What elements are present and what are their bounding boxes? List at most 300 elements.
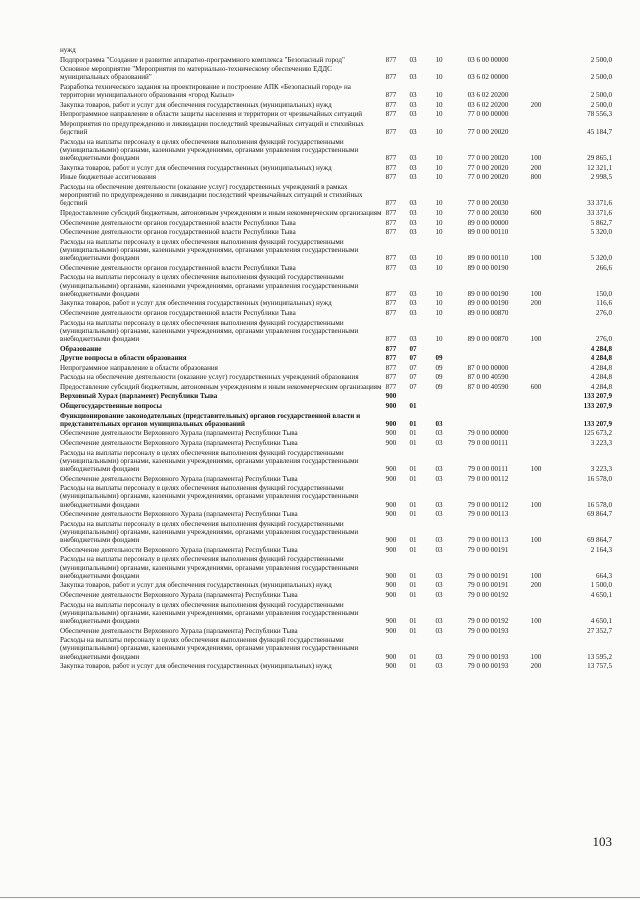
row-name: Расходы на выплаты персоналу в целях обеспечения выполнения функций государственными (муниципальными) органами, казенными учреждениями, органами управления государственными внебюджетными фондами [60, 137, 359, 163]
row-name: Расходы на выплаты персоналу в целях обеспечения выполнения функций государственными (муниципальными) органами, казенными учреждениями, органами управления государственными внебюджетными фондами [60, 318, 359, 343]
row-amount: 4 650,1 [590, 591, 612, 600]
table-row [60, 54, 612, 64]
row-department-code: 877 [385, 208, 397, 217]
row-name: Расходы на выплаты персоналу в целях обеспечения выполнения функций государственными (муниципальными) органами, казенными учреждениями, органами управления государственными внебюджетными фондами [60, 636, 359, 661]
row-name: Обеспечение деятельности Верховного Хурала (парламента) Республики Тыва [60, 510, 298, 519]
row-expense-type [524, 372, 548, 382]
row-name: Закупка товаров, работ и услуг для обеспечения государственных (муниципальных) нужд [60, 163, 332, 172]
row-department-code: 877 [385, 199, 397, 208]
row-subsection-code: 10 [435, 100, 443, 109]
row-subsection-code: 03 [435, 626, 443, 635]
table-row [60, 182, 612, 208]
row-department-code: 900 [385, 510, 397, 519]
table-row [60, 136, 612, 162]
row-section-code [400, 46, 426, 54]
budget-table-body [60, 46, 612, 670]
row-section-code: 03 [409, 208, 417, 217]
table-row [60, 353, 612, 363]
row-amount: 116,6 [596, 299, 612, 308]
row-target-article: 79 0 00 00193 [467, 652, 509, 661]
row-expense-type: 600 [530, 382, 542, 391]
row-subsection-code: 03 [435, 419, 443, 428]
table-row [60, 554, 612, 580]
row-section-code: 01 [409, 536, 417, 545]
row-section-code: 01 [409, 439, 417, 448]
table-row [60, 447, 612, 473]
row-subsection-code: 03 [435, 662, 443, 671]
row-department-code: 900 [385, 402, 397, 411]
row-section-code: 01 [409, 429, 417, 438]
row-amount: 16 578,0 [587, 474, 612, 483]
table-row [60, 544, 612, 554]
row-section-code: 01 [409, 510, 417, 519]
row-department-code: 900 [385, 545, 397, 554]
row-target-article: 77 0 00 20020 [467, 173, 509, 182]
row-amount: 664,3 [596, 571, 612, 580]
row-subsection-code [426, 391, 452, 401]
row-target-article: 89 0 00 00190 [467, 299, 509, 308]
table-row [60, 661, 612, 671]
row-expense-type: 100 [530, 500, 542, 509]
table-row [60, 208, 612, 218]
row-subsection-code: 10 [435, 128, 443, 137]
row-name: Обеспечение деятельности органов государственной власти Республики Тыва [60, 228, 296, 237]
row-expense-type [524, 410, 548, 428]
footer-rule [0, 897, 640, 898]
row-name: Подпрограмма "Создание и развитие аппаратно-программного комплекса "Безопасный город" [60, 55, 345, 64]
row-target-article: 79 0 00 00000 [467, 429, 509, 438]
row-expense-type [524, 82, 548, 100]
table-row [60, 99, 612, 109]
row-expense-type: 100 [530, 652, 542, 661]
row-subsection-code: 09 [435, 354, 443, 363]
row-target-article: 87 0 00 00000 [467, 363, 509, 372]
row-name: Непрограммное направление в области защиты населения и территории от чрезвычайных ситуаций [60, 110, 363, 119]
row-department-code: 877 [385, 100, 397, 109]
row-target-article: 77 0 00 20020 [467, 163, 509, 172]
row-subsection-code: 03 [435, 545, 443, 554]
row-name: Верховный Хурал (парламент) Республики Тыва [60, 392, 218, 401]
row-expense-type [524, 625, 548, 635]
row-target-article: 79 0 00 00193 [467, 662, 509, 671]
row-expense-type: 200 [530, 581, 542, 590]
table-row [60, 172, 612, 182]
table-row [60, 372, 612, 382]
row-expense-type: 200 [530, 163, 542, 172]
row-expense-type: 600 [530, 208, 542, 217]
row-target-article: 79 0 00 00111 [467, 439, 509, 448]
row-subsection-code: 10 [435, 91, 443, 100]
row-expense-type: 800 [530, 173, 542, 182]
row-section-code: 01 [409, 419, 417, 428]
row-section-code: 03 [409, 110, 417, 119]
row-target-article [452, 391, 524, 401]
row-target-article: 03 6 00 00000 [467, 55, 509, 64]
row-section-code: 03 [409, 199, 417, 208]
row-section-code: 07 [409, 363, 417, 372]
table-row [60, 343, 612, 353]
row-target-article: 87 0 00 40590 [467, 382, 509, 391]
row-expense-type: 100 [530, 289, 542, 298]
table-row [60, 109, 612, 119]
row-amount: 4 284,8 [590, 363, 612, 372]
row-target-article: 77 0 00 20020 [467, 128, 509, 137]
row-subsection-code: 03 [435, 429, 443, 438]
row-department-code: 877 [385, 128, 397, 137]
row-department-code: 900 [385, 439, 397, 448]
row-target-article: 87 0 00 40590 [467, 373, 509, 382]
row-amount: 33 371,6 [587, 199, 612, 208]
row-name: Расходы на выплаты персоналу в целях обеспечения выполнения функций государственными (муниципальными) органами, казенными учреждениями, органами управления государственными внебюджетными фондами [60, 273, 359, 298]
table-row [60, 473, 612, 483]
row-section-code: 03 [409, 228, 417, 237]
row-amount: 2 500,0 [590, 55, 612, 64]
row-subsection-code: 10 [435, 163, 443, 172]
budget-document [60, 46, 612, 670]
row-name: Обеспечение деятельности Верховного Хурала (парламента) Республики Тыва [60, 545, 298, 554]
row-section-code: 01 [409, 617, 417, 626]
row-department-code: 900 [385, 617, 397, 626]
row-amount: 2 500,0 [590, 100, 612, 109]
row-department-code: 877 [385, 91, 397, 100]
row-amount: 125 673,2 [583, 429, 612, 438]
row-name: Образование [60, 344, 102, 353]
row-subsection-code: 10 [435, 263, 443, 272]
row-expense-type [524, 590, 548, 600]
row-name: Расходы на выплаты персоналу в целях обеспечения выполнения функций государственными (муниципальными) органами, казенными учреждениями, органами управления государственными внебюджетными фондами [60, 555, 359, 580]
row-target-article: 89 0 00 00190 [467, 263, 509, 272]
row-amount: 27 352,7 [587, 626, 612, 635]
table-row [60, 162, 612, 172]
row-section-code: 03 [409, 163, 417, 172]
row-subsection-code: 10 [435, 299, 443, 308]
row-name: Закупка товаров, работ и услуг для обеспечения государственных (муниципальных) нужд [60, 662, 332, 671]
row-target-article: 77 0 00 20020 [467, 154, 509, 163]
row-section-code: 03 [409, 173, 417, 182]
row-expense-type [524, 217, 548, 227]
row-subsection-code: 09 [435, 363, 443, 372]
row-expense-type [524, 64, 548, 82]
row-target-article: 03 6 02 20200 [467, 91, 509, 100]
row-section-code: 01 [409, 474, 417, 483]
row-target-article [452, 343, 524, 353]
row-section-code: 01 [409, 500, 417, 509]
row-section-code: 07 [409, 373, 417, 382]
row-department-code: 900 [385, 662, 397, 671]
row-department-code: 900 [385, 465, 397, 474]
row-subsection-code: 03 [435, 536, 443, 545]
row-amount: 2 500,0 [590, 91, 612, 100]
row-expense-type [524, 54, 548, 64]
row-target-article: 79 0 00 00191 [467, 545, 509, 554]
row-amount: 4 284,8 [590, 344, 612, 353]
row-amount: 276,0 [596, 308, 612, 317]
row-subsection-code [426, 343, 452, 353]
row-expense-type [524, 308, 548, 318]
row-section-code [400, 391, 426, 401]
row-name: Расходы на выплаты персоналу в целях обеспечения выполнения функций государственными (муниципальными) органами, казенными учреждениями, органами управления государственными внебюджетными фондами [60, 484, 359, 509]
row-department-code: 877 [385, 334, 397, 343]
row-department-code: 877 [385, 363, 397, 372]
row-subsection-code: 10 [435, 254, 443, 263]
row-target-article: 89 0 00 00870 [467, 334, 509, 343]
row-subsection-code: 10 [435, 173, 443, 182]
table-row [60, 217, 612, 227]
row-target-article: 79 0 00 00111 [467, 465, 509, 474]
table-row [60, 391, 612, 401]
row-section-code: 03 [409, 55, 417, 64]
table-row [60, 428, 612, 438]
row-amount: 1 500,0 [590, 581, 612, 590]
row-department-code: 900 [385, 571, 397, 580]
page-number: 103 [592, 834, 612, 849]
row-subsection-code: 10 [435, 110, 443, 119]
table-row [60, 518, 612, 544]
row-amount: 133 207,9 [583, 402, 612, 411]
row-target-article: 89 0 00 00000 [467, 218, 509, 227]
row-department-code: 877 [385, 254, 397, 263]
row-department-code: 877 [385, 289, 397, 298]
row-amount: 4 284,8 [590, 373, 612, 382]
row-expense-type [524, 362, 548, 372]
row-amount: 4 650,1 [590, 617, 612, 626]
row-department-code: 877 [385, 110, 397, 119]
row-section-code: 07 [409, 354, 417, 363]
row-expense-type [524, 343, 548, 353]
row-amount: 78 556,3 [587, 110, 612, 119]
row-subsection-code: 10 [435, 289, 443, 298]
row-amount: 4 284,8 [590, 382, 612, 391]
row-section-code: 01 [409, 626, 417, 635]
row-department-code: 877 [385, 55, 397, 64]
table-row [60, 46, 612, 54]
row-amount: 13 595,2 [587, 652, 612, 661]
row-expense-type [524, 182, 548, 208]
row-amount: 133 207,9 [583, 392, 612, 401]
row-section-code: 03 [409, 299, 417, 308]
table-row [60, 509, 612, 519]
row-department-code: 877 [385, 382, 397, 391]
row-department-code: 900 [385, 392, 397, 401]
row-subsection-code: 03 [435, 474, 443, 483]
row-department-code: 900 [385, 581, 397, 590]
table-row [60, 599, 612, 625]
row-target-article: 03 6 02 20200 [467, 100, 509, 109]
row-target-article [452, 401, 524, 411]
row-department-code: 900 [385, 429, 397, 438]
row-name: Расходы на обеспечение деятельности (оказание услуг) государственных учреждений в рамках мероприятий по предупреждению и ликвидации последствий чрезвычайных ситуаций и стихийных бедствий [60, 182, 363, 208]
row-expense-type [524, 391, 548, 401]
table-row [60, 236, 612, 262]
row-department-code: 877 [385, 228, 397, 237]
row-name: Предоставление субсидий бюджетным, автономным учреждениям и иным некоммерческим организациям [60, 208, 382, 217]
table-row [60, 308, 612, 318]
row-amount: 45 184,7 [587, 128, 612, 137]
row-target-article: 89 0 00 00870 [467, 308, 509, 317]
row-subsection-code: 10 [435, 308, 443, 317]
row-department-code: 900 [385, 500, 397, 509]
row-department-code: 877 [385, 218, 397, 227]
row-department-code [382, 46, 400, 54]
row-section-code: 07 [409, 382, 417, 391]
row-subsection-code: 03 [435, 571, 443, 580]
row-subsection-code [426, 46, 452, 54]
row-target-article: 77 0 00 20030 [467, 199, 509, 208]
row-name: Разработка технического задания на проектирование и построение АПК «Безопасный город» на территории муниципального образования «город Кызыл» [60, 82, 351, 100]
row-department-code: 900 [385, 626, 397, 635]
row-expense-type: 100 [530, 254, 542, 263]
row-target-article: 03 6 02 00000 [467, 73, 509, 82]
row-expense-type: 100 [530, 617, 542, 626]
row-name: Общегосударственные вопросы [60, 402, 162, 411]
row-name: Обеспечение деятельности Верховного Хурала (парламента) Республики Тыва [60, 591, 298, 600]
row-department-code: 877 [385, 73, 397, 82]
row-department-code: 900 [385, 419, 397, 428]
row-section-code: 01 [409, 652, 417, 661]
row-name: Основное мероприятие "Мероприятия по материально-техническому обеспечению ЕДДС муниципальных образований" [60, 65, 332, 82]
table-row [60, 438, 612, 448]
row-name: Обеспечение деятельности органов государственной власти Республики Тыва [60, 308, 296, 317]
row-amount: 3 223,3 [590, 465, 612, 474]
row-expense-type [524, 262, 548, 272]
row-name: Обеспечение деятельности органов государственной власти Республики Тыва [60, 263, 296, 272]
row-expense-type [524, 401, 548, 411]
row-department-code: 900 [385, 474, 397, 483]
row-expense-type: 100 [530, 154, 542, 163]
row-expense-type [524, 473, 548, 483]
row-section-code: 01 [409, 465, 417, 474]
table-row [60, 580, 612, 590]
table-row [60, 317, 612, 343]
row-amount: 33 371,6 [587, 208, 612, 217]
row-name: Обеспечение деятельности Верховного Хурала (парламента) Республики Тыва [60, 429, 298, 438]
row-section-code: 03 [409, 334, 417, 343]
table-row [60, 119, 612, 137]
row-department-code: 877 [385, 163, 397, 172]
row-department-code: 877 [385, 344, 397, 353]
row-expense-type [524, 46, 548, 54]
row-department-code: 877 [385, 373, 397, 382]
row-department-code: 900 [385, 591, 397, 600]
row-target-article [452, 353, 524, 363]
row-target-article: 79 0 00 00191 [467, 581, 509, 590]
row-amount: 2 164,3 [590, 545, 612, 554]
table-row [60, 625, 612, 635]
row-subsection-code: 10 [435, 154, 443, 163]
row-name: Расходы на выплаты персоналу в целях обеспечения выполнения функций государственными (муниципальными) органами, казенными учреждениями, органами управления государственными внебюджетными фондами [60, 600, 359, 626]
row-section-code: 03 [409, 254, 417, 263]
row-subsection-code: 09 [435, 382, 443, 391]
row-expense-type [524, 353, 548, 363]
row-expense-type: 200 [530, 299, 542, 308]
row-amount: 29 865,1 [587, 154, 612, 163]
row-subsection-code: 03 [435, 617, 443, 626]
table-row [60, 272, 612, 298]
row-expense-type [524, 119, 548, 137]
row-amount: 5 320,0 [590, 254, 612, 263]
row-section-code: 03 [409, 91, 417, 100]
row-amount: 4 284,8 [590, 354, 612, 363]
row-section-code: 03 [409, 100, 417, 109]
row-name: Закупка товаров, работ и услуг для обеспечения государственных (муниципальных) нужд [60, 299, 332, 308]
row-expense-type [524, 509, 548, 519]
row-name: Расходы на выплаты персоналу в целях обеспечения выполнения функций государственными (муниципальными) органами, казенными учреждениями, органами управления государственными внебюджетными фондами [60, 519, 359, 545]
row-name: Обеспечение деятельности Верховного Хурала (парламента) Республики Тыва [60, 474, 298, 483]
row-name: Обеспечение деятельности Верховного Хурала (парламента) Республики Тыва [60, 439, 298, 448]
row-expense-type: 100 [530, 536, 542, 545]
row-section-code: 03 [409, 289, 417, 298]
row-amount: 69 864,7 [587, 510, 612, 519]
row-department-code: 877 [385, 308, 397, 317]
row-target-article: 79 0 00 00113 [467, 536, 509, 545]
row-name: Расходы на выплаты персоналу в целях обеспечения выполнения функций государственными (муниципальными) органами, казенными учреждениями, органами управления государственными внебюджетными фондами [60, 237, 359, 263]
row-section-code: 01 [409, 402, 417, 411]
table-row [60, 82, 612, 100]
row-name: Закупка товаров, работ и услуг для обеспечения государственных (муниципальных) нужд [60, 100, 332, 109]
row-subsection-code: 10 [435, 218, 443, 227]
row-target-article: 79 0 00 00193 [467, 626, 509, 635]
row-amount: 16 578,0 [587, 500, 612, 509]
row-name: Функционирование законодательных (представительных) органов государственной власти и представительных органов муниципальных образований [60, 411, 361, 428]
row-amount: 266,6 [596, 263, 612, 272]
row-amount: 5 862,7 [590, 218, 612, 227]
row-section-code: 01 [409, 662, 417, 671]
table-row [60, 410, 612, 428]
row-department-code: 900 [385, 652, 397, 661]
table-row [60, 227, 612, 237]
row-expense-type: 100 [530, 334, 542, 343]
row-amount: 276,0 [596, 334, 612, 343]
row-subsection-code: 03 [435, 591, 443, 600]
row-section-code: 07 [409, 344, 417, 353]
row-target-article: 89 0 00 00190 [467, 289, 509, 298]
row-name: Обеспечение деятельности органов государственной власти Республики Тыва [60, 218, 296, 227]
row-expense-type: 200 [530, 662, 542, 671]
row-name: нужд [60, 46, 76, 54]
table-row [60, 298, 612, 308]
row-name: Другие вопросы в области образования [60, 354, 187, 363]
row-target-article: 79 0 00 00112 [467, 474, 509, 483]
budget-table [60, 46, 612, 670]
row-section-code: 01 [409, 591, 417, 600]
row-target-article: 89 0 00 00110 [467, 254, 509, 263]
row-subsection-code: 10 [435, 334, 443, 343]
row-expense-type [524, 544, 548, 554]
row-name: Расходы на обеспечение деятельности (оказание услуг) государственных учреждений образования [60, 373, 359, 382]
row-amount: 2 998,5 [590, 173, 612, 182]
row-subsection-code: 03 [435, 652, 443, 661]
row-subsection-code: 03 [435, 439, 443, 448]
row-department-code: 877 [385, 299, 397, 308]
row-name: Непрограммное направление в области образования [60, 363, 218, 372]
row-amount: 13 757,5 [587, 662, 612, 671]
row-target-article: 79 0 00 00191 [467, 571, 509, 580]
row-target-article: 79 0 00 00112 [467, 500, 509, 509]
row-target-article: 79 0 00 00192 [467, 591, 509, 600]
row-section-code: 01 [409, 571, 417, 580]
row-amount: 150,0 [596, 289, 612, 298]
row-target-article: 79 0 00 00192 [467, 617, 509, 626]
row-section-code: 03 [409, 263, 417, 272]
row-section-code: 01 [409, 581, 417, 590]
row-amount: 69 864,7 [587, 536, 612, 545]
row-subsection-code: 10 [435, 228, 443, 237]
row-department-code: 877 [385, 173, 397, 182]
row-name: Мероприятия по предупреждению и ликвидации последствий чрезвычайных ситуаций и стихийных бедствий [60, 119, 364, 137]
row-amount: 5 320,0 [590, 228, 612, 237]
table-row [60, 401, 612, 411]
row-expense-type [524, 438, 548, 448]
